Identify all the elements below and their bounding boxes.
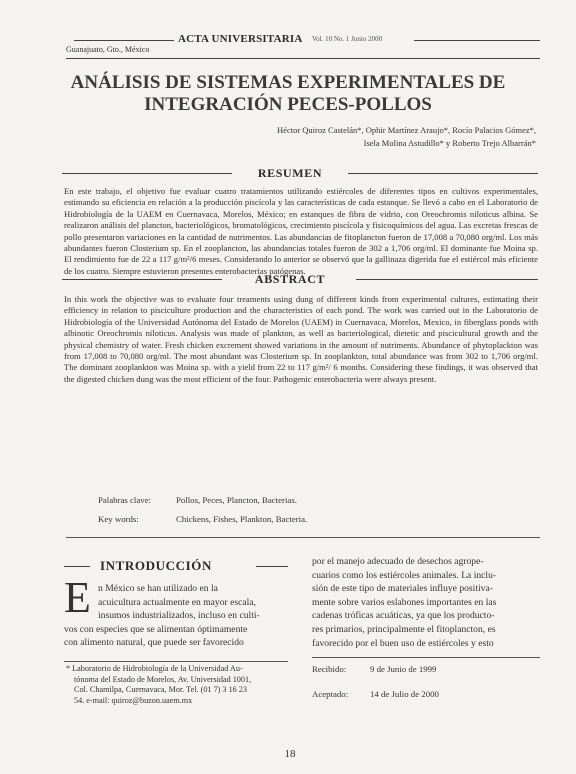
intro-left-line: insumos industrializados, incluso en culti- [98,610,260,622]
intro-right-line: cadenas tróficas acuáticas, ya que los producto- [312,610,495,622]
received-date: 9 de Junio de 1999 [370,664,437,674]
intro-left-line: acuicultura actualmente en mayor escala, [98,596,256,608]
intro-right-line: favorecido por el buen uso de estiércoles y esto [312,637,494,649]
article-title [60,72,516,116]
title-line-1: ANÁLISIS DE SISTEMAS EXPERIMENTALES DE [70,72,506,93]
volume-info: Vol. 10 No. 1 Junio 2000 [312,35,383,43]
location-line: Guanajuato, Gto., México [66,45,150,54]
footnote-line: * Laboratorio de Hidrobiología de la Universidad Au- [66,664,243,673]
intro-heading: INTRODUCCIÓN [100,558,212,573]
received-label: Recibido: [312,664,347,674]
keywords-en-label: Key words: [98,514,139,524]
page-number: 18 [284,748,296,760]
footnote-line: tónoma del Estado de Morelos, Av. Universidad 1001, [74,674,252,684]
keywords-es-label: Palabras clave: [98,495,152,505]
drop-cap: E [64,573,91,622]
footnote-rule [64,661,288,662]
journal-name: ACTA UNIVERSITARIA [178,33,303,45]
abstract-heading: ABSTRACT [254,272,326,286]
intro-rule-left [64,566,90,567]
resumen-rule-right [348,173,538,174]
intro-right-line: por el manejo adecuado de desechos agrope- [312,556,484,567]
accepted-date: 14 de Julio de 2000 [370,689,439,699]
abstract-rule-left [62,279,222,280]
abstract-text: In this work the objective was to evaluate four treaments using dung of different kinds from experimental cultures, estimating their efficiency in relation to pisciculture production and the characteristics of each pond. The work was carried out in the Laboratorio de Hidrobiología of the Universidad Autónoma del Estado de Morelos (UAEM) in Cuernavaca, Morelos, Mexico, in fiberglass ponds with albinotic Oreochromis niloticus. Analysis was made of plankton, as well as bacteriological, dietetic and piscicultural growth and the physical chemistry of water. Fresh chicken excrement showed variations in the amount of nutriments. Abundance of phytoplackton was from 17,008 to 70,080 org/ml. The most abundant was Closterium sp. In zooplankton, total abundance was from 302 to 1,706 org/ml. The dominant zooplankton was Moina sp. with a yield from 22 to 117 g/m²/ 6 months. Considering these findings, it was observed that the digested chicken dung was the most efficient of the four. Pathogenic enterobacteria were always present. [64,294,538,384]
section-divider [66,537,540,538]
authors-line-2: Isela Molina Astudillo* y Roberto Trejo Albarrán* [363,138,536,148]
intro-left-line: con alimento natural, que puede ser favorecido [64,637,244,649]
title-line-2: INTEGRACIÓN PECES-POLLOS [144,94,432,115]
keywords-en-value: Chickens, Fishes, Plankton, Bacteria. [176,514,308,524]
abstract-rule-right [356,279,538,280]
intro-left-line: n México se han utilizado en la [98,583,218,594]
header-divider [66,58,540,59]
footnote [66,664,290,706]
intro-left-column [64,582,288,650]
intro-right-line: res primarios, principalmente el fitoplancton, es [312,623,496,635]
resumen-text: En este trabajo, el objetivo fue evaluar cuatro tratamientos utilizando estiércoles de diferentes tipos en cultivos experimentales, estimando su eficiencia en relación a la producción piscícola y las características de cada estanque. Se llevó a cabo en el Laboratorio de Hidrobiología de la UAEM en Cuernavaca, Morelos, México; en estanques de fibra de vidrio, con Oreochromis niloticus albina. Se realizaron análisis del plancton, bacteriológicos, bromatológicos, crecimiento piscícola y fisicoquímicos del agua. Las excretas frescas de pollo presentaron variaciones en la cantidad de nutrimentos. Las abundancias de fitoplancton fueron de 17,008 a 70,080 org/ml. Los más abundantes fueron Closterium sp. En el zooplancton, las abundancias totales fueron de 302 a 1,706 org/ml. El dominante fue Moina sp. El rendimiento fue de 22 a 117 g/m²/6 meses. Considerando lo anterior se observó que la gallinaza digerida fue el estiércol más eficiente de los cuatro. Siempre estuvieron presentes enterobacterias patógenas. [64,186,538,276]
authors-line-1: Héctor Quiroz Castelán*, Ophir Martínez Araujo*, Rocío Palacios Gómez*, [277,125,536,135]
author-list [206,124,536,150]
intro-right-line: cuarios como los estiércoles animales. La inclu- [312,569,497,581]
footnote-line: Col. Chamilpa, Cuernavaca, Mor. Tel. (01 7) 3 16 23 [74,685,247,695]
intro-right-line: sión de este tipo de materiales influye positiva- [312,583,493,595]
footnote-line: 54. e-mail: quiroz@buzon.uaem.mx [74,695,193,705]
intro-right-column [312,555,540,650]
resumen-heading: RESUMEN [257,166,323,180]
keywords-es-value: Pollos, Peces, Plancton, Bacterias. [176,495,297,505]
header-rule-left [74,40,174,41]
accepted-label: Aceptado: [312,689,349,699]
intro-right-line: mente sobre varios eslabones importantes en las [312,596,497,608]
dates-rule [312,657,540,658]
header-rule-right [414,40,540,41]
resumen-rule-left [62,173,232,174]
intro-rule-right [256,566,288,567]
intro-left-line: vos con especies que se alimentan óptimamente [64,623,248,635]
